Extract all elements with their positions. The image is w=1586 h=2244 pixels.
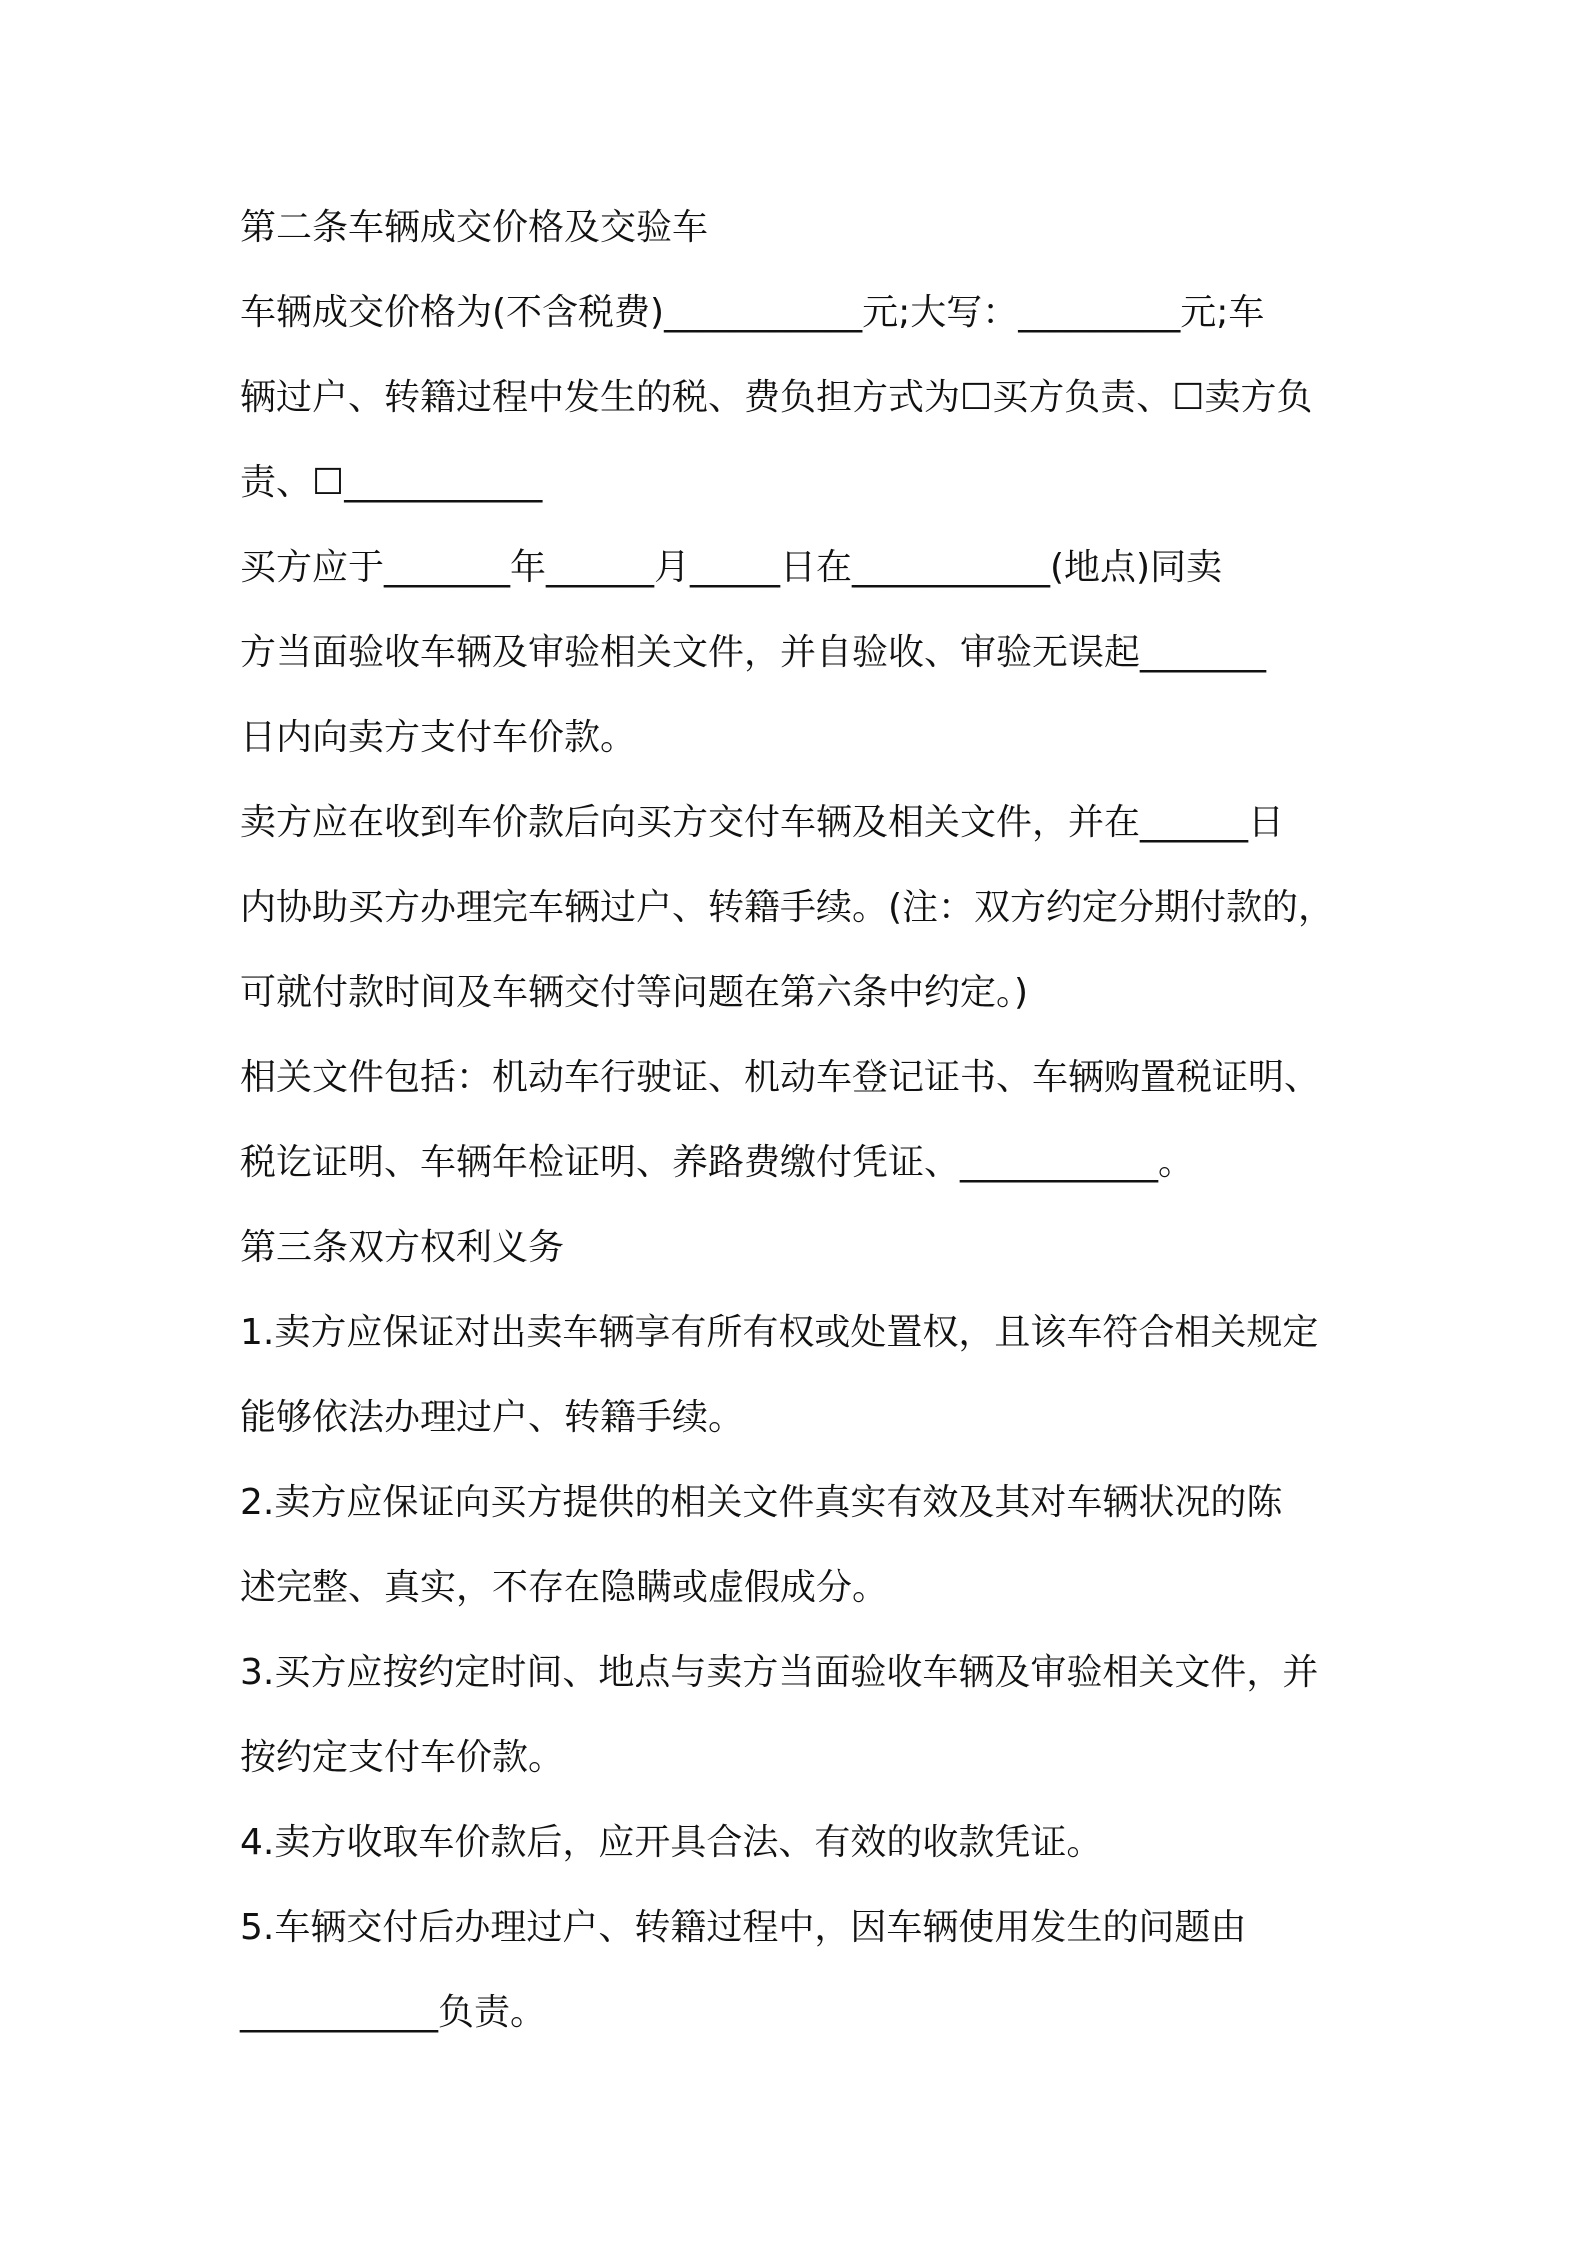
document-body (240, 198, 1360, 2068)
article-3-heading: 第三条双方权利义务 (240, 1227, 565, 1268)
text-line: 述完整、真实，不存在隐瞒或虚假成分。 (240, 1567, 889, 1608)
text-line: 内协助买方办理完车辆过户、转籍手续。(注：双方约定分期付款的， (240, 887, 1335, 928)
text-line: 税讫证明、车辆年检证明、养路费缴付凭证、___________。 (240, 1142, 1195, 1183)
clause-3: 3.买方应按约定时间、地点与卖方当面验收车辆及审验相关文件，并 (240, 1652, 1319, 1693)
clause-1: 1.卖方应保证对出卖车辆享有所有权或处置权，且该车符合相关规定 (240, 1312, 1319, 1353)
article-2-heading: 第二条车辆成交价格及交验车 (240, 207, 709, 248)
text-line: 可就付款时间及车辆交付等问题在第六条中约定。) (240, 972, 1029, 1013)
clause-2: 2.卖方应保证向买方提供的相关文件真实有效及其对车辆状况的陈 (240, 1482, 1283, 1523)
text-line: 能够依法办理过户、转籍手续。 (240, 1397, 745, 1438)
text-line: 辆过户、转籍过程中发生的税、费负担方式为☐买方负责、☐卖方负 (240, 377, 1313, 418)
text-line: 车辆成交价格为(不含税费)___________元;大写：_________元;车 (240, 292, 1265, 333)
text-line: 按约定支付车价款。 (240, 1737, 565, 1778)
text-line: 卖方应在收到车价款后向买方交付车辆及相关文件，并在______日 (240, 802, 1285, 843)
text-line: 日内向卖方支付车价款。 (240, 717, 637, 758)
text-line: 相关文件包括：机动车行驶证、机动车登记证书、车辆购置税证明、 (240, 1057, 1321, 1098)
text-line: 买方应于_______年______月_____日在___________(地点)同卖 (240, 547, 1223, 588)
text-line: 方当面验收车辆及审验相关文件，并自验收、审验无误起_______ (240, 632, 1267, 673)
clause-5: 5.车辆交付后办理过户、转籍过程中，因车辆使用发生的问题由 (240, 1907, 1247, 1948)
clause-4: 4.卖方收取车价款后，应开具合法、有效的收款凭证。 (240, 1822, 1103, 1863)
text-line: 责、☐___________ (240, 462, 543, 503)
text-line: ___________负责。 (240, 1992, 547, 2033)
